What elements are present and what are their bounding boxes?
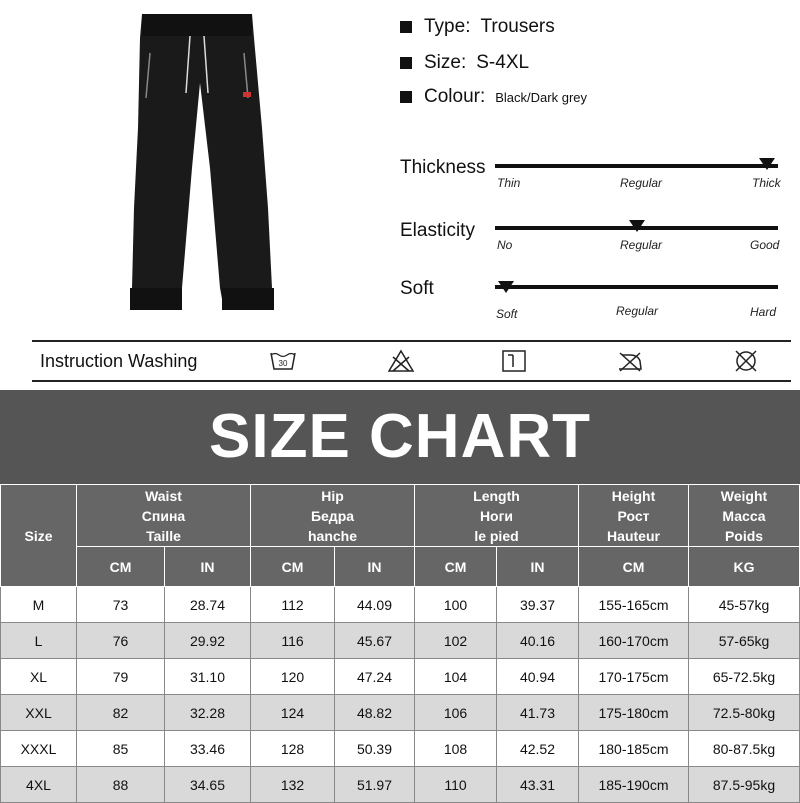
table-cell: 32.28 [165, 695, 251, 731]
colour-label: Colour: [424, 86, 486, 107]
soft-scale [495, 285, 778, 289]
bullet-icon [400, 91, 412, 103]
size-value: S-4XL [476, 52, 530, 73]
size-chart-table [0, 484, 800, 803]
elasticity-marker-icon [629, 220, 645, 232]
unit-header: CM [77, 547, 165, 587]
elasticity-min: No [497, 238, 513, 252]
thickness-marker-icon [759, 158, 775, 170]
table-cell: 108 [415, 731, 497, 767]
washing-title: Instruction Washing [40, 351, 198, 371]
unit-header: CM [579, 547, 689, 587]
waist-header: Waist Спина Taille [77, 485, 251, 547]
elasticity-label: Elasticity [400, 220, 475, 241]
table-cell: 33.46 [165, 731, 251, 767]
table-cell: 28.74 [165, 587, 251, 623]
table-row [1, 659, 800, 695]
table-cell: 116 [251, 623, 335, 659]
size-chart-title: SIZE CHART [209, 402, 591, 471]
bullet-icon [400, 57, 412, 69]
table-cell: 40.16 [497, 623, 579, 659]
unit-header: KG [689, 547, 800, 587]
trousers-image [112, 8, 282, 323]
table-cell: 73 [77, 587, 165, 623]
table-cell: 132 [251, 767, 335, 803]
tumble-dry-icon [500, 349, 528, 373]
table-row [1, 731, 800, 767]
table-cell: 29.92 [165, 623, 251, 659]
washing-instructions-bar [32, 340, 791, 382]
size-cell: M [1, 587, 77, 623]
table-cell: 80-87.5kg [689, 731, 800, 767]
wash-30-icon [269, 349, 297, 373]
table-cell: 128 [251, 731, 335, 767]
table-cell: 50.39 [335, 731, 415, 767]
table-cell: 160-170cm [579, 623, 689, 659]
table-cell: 57-65kg [689, 623, 800, 659]
table-cell: 110 [415, 767, 497, 803]
table-cell: 170-175cm [579, 659, 689, 695]
product-info-section [0, 0, 800, 390]
wash-temp: 30 [278, 359, 288, 368]
table-cell: 82 [77, 695, 165, 731]
soft-marker-icon [498, 281, 514, 293]
bullet-icon [400, 21, 412, 33]
table-cell: 40.94 [497, 659, 579, 695]
size-header: Size [1, 485, 77, 587]
length-header: Length Ноги le pied [415, 485, 579, 547]
size-chart-section [0, 390, 800, 800]
table-cell: 185-190cm [579, 767, 689, 803]
table-cell: 155-165cm [579, 587, 689, 623]
hip-header: Hip Бедра hanche [251, 485, 415, 547]
unit-header: IN [497, 547, 579, 587]
size-cell: 4XL [1, 767, 77, 803]
table-row [1, 587, 800, 623]
elasticity-max: Good [750, 238, 780, 252]
thickness-min: Thin [497, 176, 521, 190]
table-cell: 112 [251, 587, 335, 623]
table-cell: 42.52 [497, 731, 579, 767]
unit-header: IN [335, 547, 415, 587]
soft-max: Hard [750, 305, 777, 319]
table-cell: 102 [415, 623, 497, 659]
soft-mid: Regular [616, 304, 659, 318]
table-cell: 85 [77, 731, 165, 767]
size-cell: XL [1, 659, 77, 695]
table-cell: 34.65 [165, 767, 251, 803]
table-cell: 88 [77, 767, 165, 803]
unit-header: CM [251, 547, 335, 587]
no-iron-icon [616, 349, 644, 373]
table-cell: 124 [251, 695, 335, 731]
thickness-max: Thick [752, 176, 781, 190]
colour-value: Black/Dark grey [495, 89, 587, 105]
size-label: Size: [424, 52, 467, 73]
table-cell: 45.67 [335, 623, 415, 659]
table-cell: 175-180cm [579, 695, 689, 731]
height-header: Height Рост Hauteur [579, 485, 689, 547]
table-cell: 120 [251, 659, 335, 695]
type-label: Type: [424, 16, 471, 37]
table-cell: 48.82 [335, 695, 415, 731]
table-cell: 180-185cm [579, 731, 689, 767]
thickness-label: Thickness [400, 157, 486, 178]
table-cell: 43.31 [497, 767, 579, 803]
no-dry-clean-icon [732, 349, 760, 373]
soft-label: Soft [400, 278, 434, 299]
size-cell: L [1, 623, 77, 659]
table-cell: 100 [415, 587, 497, 623]
table-cell: 65-72.5kg [689, 659, 800, 695]
table-row [1, 695, 800, 731]
table-cell: 104 [415, 659, 497, 695]
no-bleach-icon [387, 349, 415, 373]
table-cell: 76 [77, 623, 165, 659]
table-cell: 47.24 [335, 659, 415, 695]
table-cell: 31.10 [165, 659, 251, 695]
table-row [1, 767, 800, 803]
table-row [1, 623, 800, 659]
table-cell: 44.09 [335, 587, 415, 623]
soft-min: Soft [496, 307, 518, 321]
unit-header: IN [165, 547, 251, 587]
table-cell: 79 [77, 659, 165, 695]
unit-header: CM [415, 547, 497, 587]
size-cell: XXXL [1, 731, 77, 767]
elasticity-mid: Regular [620, 238, 663, 252]
table-cell: 39.37 [497, 587, 579, 623]
type-value: Trousers [480, 16, 555, 37]
size-cell: XXL [1, 695, 77, 731]
thickness-scale [495, 164, 778, 168]
table-cell: 45-57kg [689, 587, 800, 623]
table-cell: 41.73 [497, 695, 579, 731]
table-cell: 51.97 [335, 767, 415, 803]
table-cell: 72.5-80kg [689, 695, 800, 731]
weight-header: Weight Масса Poids [689, 485, 800, 547]
thickness-mid: Regular [620, 176, 663, 190]
table-cell: 106 [415, 695, 497, 731]
table-cell: 87.5-95kg [689, 767, 800, 803]
